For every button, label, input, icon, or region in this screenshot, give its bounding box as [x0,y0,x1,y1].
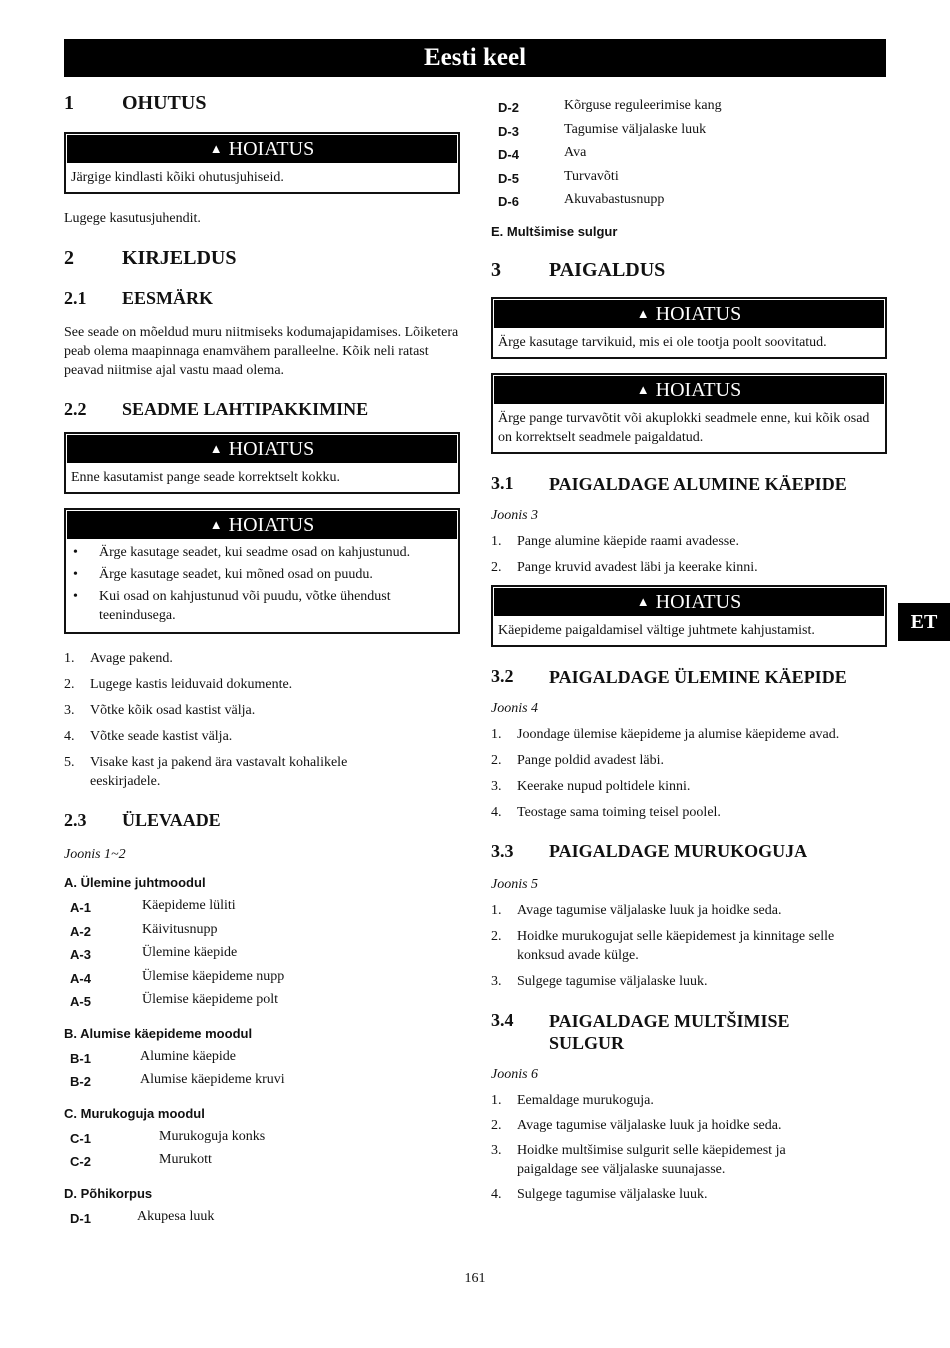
list-item: 1. Joondage ülemise käepideme ja alumise käepideme avad. [491,726,840,742]
warning-text: Ärge kasutage tarvikuid, mis ei ole tootja poolt soovitatud. [498,334,827,350]
part-row: D-2 Kõrguse reguleerimise kang [498,98,722,115]
heading-multsimise-sulgur: 3.4 PAIGALDAGE MULTŠIMISE SULGUR [491,1009,790,1053]
warning-box [491,297,887,359]
part-row: C-2 Murukott [70,1152,212,1169]
figure-reference: Joonis 1~2 [64,847,126,862]
left-column [64,92,460,1228]
group-title-b: B. Alumise käepideme moodul [64,1025,253,1041]
list-item: 3. Hoidke multšimise sulgurit selle käepidemest ja paigaldage see väljalaske suunajasse. [491,1142,786,1177]
figure-reference: Joonis 3 [491,507,539,523]
warning-text: Käepideme paigaldamisel vältige juhtmete kahjustamist. [498,622,815,638]
heading-eesmark: 2.1 EESMÄRK [64,288,214,308]
steps-3-3 [491,901,887,991]
warning-header: ▲ HOIATUS [67,511,457,539]
group-title-a: A. Ülemine juhtmoodul [64,875,206,890]
list-item: 2. Pange kruvid avadest läbi ja keerake kinni. [491,559,758,575]
paragraph: See seade on mõeldud muru niitmiseks kodumajapidamises. Lõiketera peab olema maapinnaga enamvähem paralleelne. Kõik neli ratast peavad niitmise ajal vastu maad olema. [64,325,459,378]
warning-triangle-icon: ▲ [636,381,650,397]
list-item: 5. Visake kast ja pakend ära vastavalt kohalikele eeskirjadele. [64,755,348,789]
list-item: • Kui osad on kahjustunud või puudu, võtke ühendust teenindusega. [73,589,391,623]
part-row: B-2 Alumise käepideme kruvi [70,1072,285,1089]
language-tab: ET [898,603,950,641]
steps-3-2 [491,725,887,822]
part-row: D-4 Ava [498,145,587,162]
part-row: D-3 Tagumise väljalaske luuk [498,121,707,139]
warning-header: ▲ HOIATUS [494,588,884,616]
parts-list-d-continued [491,94,887,212]
heading-ohutus: 1 OHUTUS [64,92,207,114]
list-item: 1. Avage tagumise väljalaske luuk ja hoidke seda. [491,902,782,918]
list-item: • Ärge kasutage seadet, kui seadme osad on kahjustunud. [73,545,411,560]
heading-ulevaade: 2.3 ÜLEVAADE [64,810,221,830]
part-row: A-4 Ülemise käepideme nupp [70,968,285,986]
group-title-d: D. Põhikorpus [64,1185,153,1201]
group-title-e: E. Multšimise sulgur [491,223,618,239]
list-item: 3. Võtke kõik osad kastist välja. [64,703,256,718]
list-item: 2. Hoidke murukogujat selle käepidemest ja kinnitage selle konksud avade külge. [491,928,835,963]
parts-list-d [64,1205,460,1229]
part-row: A-3 Ülemine käepide [70,945,238,962]
warning-text: Enne kasutamist pange seade korrektselt kokku. [71,470,341,485]
heading-kirjeldus: 2 KIRJELDUS [64,247,237,269]
parts-list-c [64,1125,460,1172]
list-item: 2. Pange poldid avadest läbi. [491,752,664,768]
page-number: 161 [464,1271,486,1286]
heading-paigaldus: 3 PAIGALDUS [491,258,666,281]
warning-box [64,432,460,494]
warning-box [64,508,460,634]
warning-text: Ärge pange turvavõtit või akuplokki seadmele enne, kui kõik osad on korrektselt seadmele paigaldatud. [498,410,870,445]
part-row: B-1 Alumine käepide [70,1048,237,1066]
part-row: A-2 Käivitusnupp [70,921,218,939]
part-row: A-5 Ülemise käepideme polt [70,992,279,1009]
warning-triangle-icon: ▲ [209,141,223,156]
heading-murukoguja: 3.3 PAIGALDAGE MURUKOGUJA [491,840,808,861]
figure-reference: Joonis 6 [491,1066,539,1082]
part-row: D-6 Akuvabastusnupp [498,192,665,209]
group-title-c: C. Murukoguja moodul [64,1105,205,1121]
list-item: 4. Võtke seade kastist välja. [64,729,233,744]
warning-text: Järgige kindlasti kõiki ohutusjuhiseid. [71,170,284,185]
list-item: 1. Pange alumine käepide raami avadesse. [491,533,739,549]
figure-reference: Joonis 4 [491,700,539,716]
list-item: • Ärge kasutage seadet, kui mõned osad on puudu. [73,567,373,582]
list-item: 1. Avage pakend. [64,651,173,666]
part-row: A-1 Käepideme lüliti [70,898,236,915]
list-item: 3. Sulgege tagumise väljalaske luuk. [491,973,708,989]
steps-3-1 [491,532,887,577]
part-row: C-1 Murukoguja konks [70,1128,266,1146]
paragraph: Lugege kasutusjuhendit. [64,211,201,226]
list-item: 4. Sulgege tagumise väljalaske luuk. [491,1186,708,1202]
warning-header: ▲ HOIATUS [494,376,884,404]
steps-3-4 [491,1091,887,1204]
warning-triangle-icon: ▲ [209,517,223,532]
list-item: 1. Eemaldage murukoguja. [491,1092,654,1108]
heading-alumine-kaepide: 3.1 PAIGALDAGE ALUMINE KÄEPIDE [491,472,847,494]
list-item: 2. Lugege kastis leiduvaid dokumente. [64,677,293,692]
right-column [491,94,887,1204]
warning-box [491,585,887,647]
figure-reference: Joonis 5 [491,876,539,892]
list-item: 2. Avage tagumise väljalaske luuk ja hoidke seda. [491,1117,782,1133]
warning-header: ▲ HOIATUS [494,300,884,328]
warning-bullets [66,540,458,632]
parts-list-a [64,894,460,1012]
heading-ulemine-kaepide: 3.2 PAIGALDAGE ÜLEMINE KÄEPIDE [491,665,847,687]
part-row: D-1 Akupesa luuk [70,1208,215,1226]
warning-triangle-icon: ▲ [636,305,650,321]
warning-box [64,132,460,194]
heading-lahtipakkimine: 2.2 SEADME LAHTIPAKKIMINE [64,399,369,419]
list-item: 4. Teostage sama toiming teisel poolel. [491,804,721,820]
warning-header: ▲ HOIATUS [67,435,457,463]
part-row: D-5 Turvavõti [498,168,619,186]
warning-header: ▲ HOIATUS [67,135,457,163]
warning-triangle-icon: ▲ [209,441,223,456]
page-title: Eesti keel [64,39,886,77]
list-item: 3. Keerake nupud poltidele kinni. [491,778,691,794]
warning-triangle-icon: ▲ [636,593,650,609]
unpacking-steps [64,649,460,791]
warning-box [491,373,887,454]
parts-list-b [64,1045,460,1092]
